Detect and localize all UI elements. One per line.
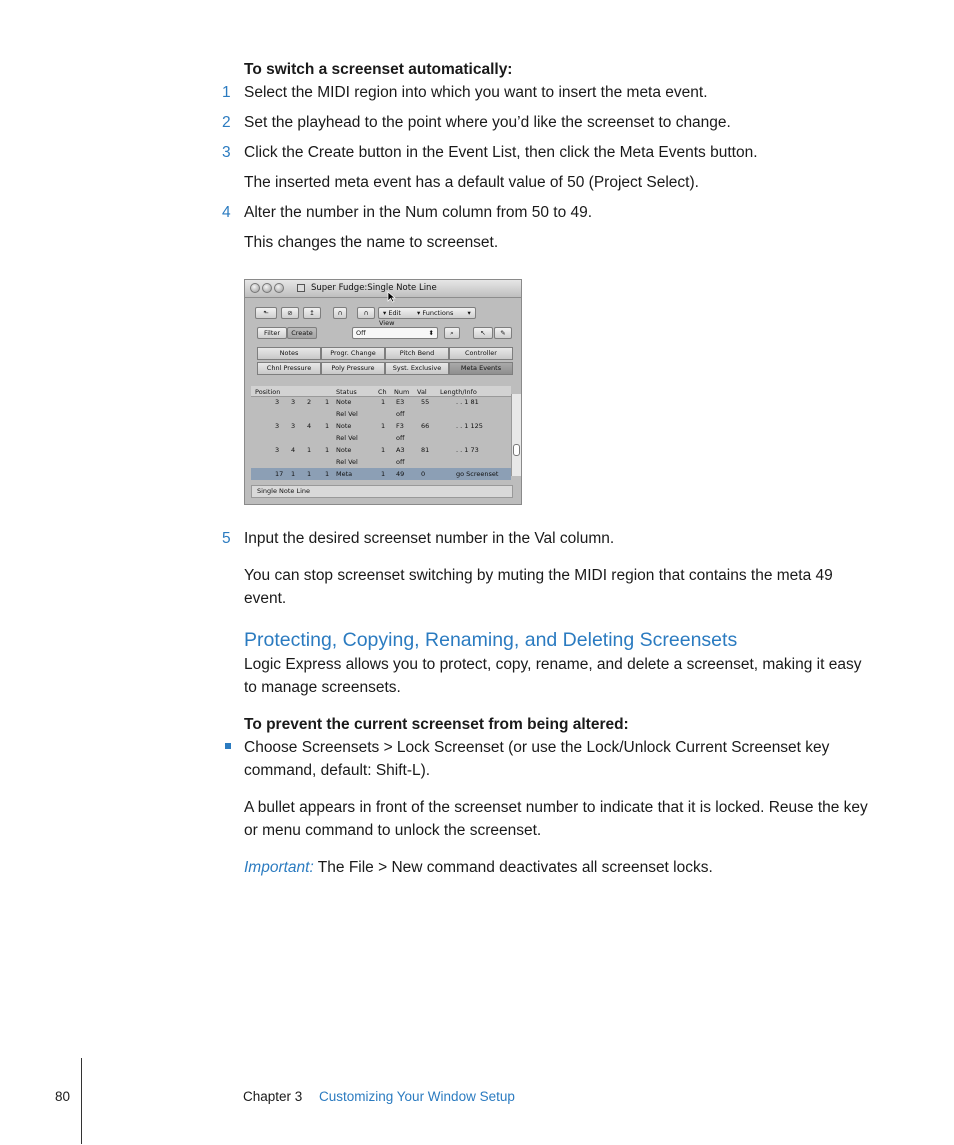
functions-menu[interactable]: Functions [422, 309, 454, 317]
position-cell: 1 [307, 470, 312, 478]
midi-out-icon[interactable]: ∩ [357, 307, 375, 319]
position-cell: 3 [275, 398, 280, 406]
position-cell: 1 [291, 470, 296, 478]
position-cell: 3 [291, 422, 296, 430]
status-cell: Note [336, 422, 352, 430]
tab-channel-pressure[interactable]: Chnl Pressure [257, 362, 321, 375]
step-number-1: 1 [222, 84, 231, 101]
column-channel[interactable]: Ch [378, 388, 387, 396]
search-icon[interactable]: ⌕ [444, 327, 460, 339]
close-window-button[interactable] [250, 283, 260, 293]
catch-icon[interactable]: ↥ [303, 307, 321, 319]
table-row[interactable] [251, 456, 511, 468]
window-title: Super Fudge:Single Note Line [311, 283, 437, 293]
zoom-window-button[interactable] [274, 283, 284, 293]
table-row[interactable] [251, 420, 511, 432]
section-title: Protecting, Copying, Renaming, and Deleting Screensets [244, 629, 738, 651]
vertical-scrollbar[interactable] [511, 394, 521, 476]
info-cell: . . 1 81 [456, 398, 479, 406]
status-cell: Rel Vel [336, 434, 358, 442]
step-3-text: Click the Create button in the Event List, then click the Meta Events button. [244, 144, 758, 161]
lock-explanation: A bullet appears in front of the screenset number to indicate that it is locked. Reuse the key or menu command to unlock the screenset. [244, 799, 868, 839]
column-length-info[interactable]: Length/Info [440, 388, 477, 396]
num-cell: off [396, 458, 405, 466]
step-4-text: Alter the number in the Num column from 50 to 49. [244, 204, 593, 221]
step-5-text: Input the desired screenset number in the Val column. [244, 530, 615, 547]
num-cell: 49 [396, 470, 405, 478]
channel-cell: 1 [381, 470, 386, 478]
chapter-title: Customizing Your Window Setup [319, 1089, 515, 1104]
status-cell: Meta [336, 470, 353, 478]
procedure-heading-lock: To prevent the current screenset from being altered: [244, 716, 629, 733]
procedure-heading: To switch a screenset automatically: [244, 61, 513, 78]
status-cell: Note [336, 398, 352, 406]
region-name-bar: Single Note Line [251, 485, 513, 498]
position-cell: 4 [307, 422, 312, 430]
page-number: 80 [55, 1089, 71, 1104]
minimize-window-button[interactable] [262, 283, 272, 293]
position-cell: 1 [307, 446, 312, 454]
event-list-icon [297, 284, 305, 292]
column-status[interactable]: Status [336, 388, 357, 396]
step-number-3: 3 [222, 144, 231, 161]
step-3-note: The inserted meta event has a default value of 50 (Project Select). [244, 174, 699, 191]
step-5-note: You can stop screenset switching by muting the MIDI region that contains the meta 49 event. [244, 567, 833, 607]
section-intro: Logic Express allows you to protect, copy, rename, and delete a screenset, making it easy to manage screensets. [244, 656, 862, 696]
table-row[interactable] [251, 444, 511, 456]
back-button[interactable]: ⬑ [255, 307, 277, 319]
step-2-text: Set the playhead to the point where you’d like the screenset to change. [244, 114, 731, 131]
footer-rule [81, 1058, 82, 1144]
important-note [244, 856, 874, 879]
step-4-note: This changes the name to screenset. [244, 234, 499, 251]
channel-cell: 1 [381, 422, 386, 430]
mouse-pointer-icon [387, 291, 396, 303]
step-number-4: 4 [222, 204, 231, 221]
position-cell: 3 [291, 398, 296, 406]
bullet-marker [225, 743, 231, 749]
tab-controller[interactable]: Controller [449, 347, 513, 360]
event-list-screenshot [244, 279, 522, 505]
info-cell: . . 1 73 [456, 446, 479, 454]
num-cell: F3 [396, 422, 404, 430]
table-row[interactable] [251, 468, 511, 480]
table-row[interactable] [251, 408, 511, 420]
window-titlebar [245, 280, 521, 298]
scroll-thumb[interactable] [513, 444, 520, 456]
edit-menu[interactable]: Edit [388, 309, 401, 317]
status-cell: Rel Vel [336, 410, 358, 418]
column-num[interactable]: Num [394, 388, 410, 396]
position-cell: 1 [325, 422, 330, 430]
tab-system-exclusive[interactable]: Syst. Exclusive [385, 362, 449, 375]
view-menu[interactable]: View [379, 319, 395, 327]
filter-button[interactable]: Filter [257, 327, 287, 339]
num-cell: A3 [396, 446, 405, 454]
column-val[interactable]: Val [417, 388, 427, 396]
headphones-icon[interactable]: ∩ [333, 307, 347, 319]
tab-meta-events[interactable]: Meta Events [449, 362, 513, 375]
pencil-tool-icon[interactable]: ✎ [494, 327, 512, 339]
chapter-label: Chapter 3 [243, 1089, 303, 1104]
val-cell: 0 [421, 470, 426, 478]
table-row[interactable] [251, 432, 511, 444]
val-cell: 66 [421, 422, 430, 430]
position-cell: 3 [275, 422, 280, 430]
num-cell: E3 [396, 398, 405, 406]
link-icon[interactable]: ⊘ [281, 307, 299, 319]
position-cell: 1 [325, 470, 330, 478]
position-cell: 2 [307, 398, 312, 406]
val-cell: 55 [421, 398, 430, 406]
tab-program-change[interactable]: Progr. Change [321, 347, 385, 360]
position-cell: 4 [291, 446, 296, 454]
menu-bar: ▾ Edit ▾ Functions ▾ View [378, 307, 476, 319]
tab-poly-pressure[interactable]: Poly Pressure [321, 362, 385, 375]
table-row[interactable] [251, 396, 511, 408]
num-cell: off [396, 410, 405, 418]
important-text: The File > New command deactivates all screenset locks. [313, 859, 713, 876]
channel-cell: 1 [381, 398, 386, 406]
tab-notes[interactable]: Notes [257, 347, 321, 360]
column-position[interactable]: Position [255, 388, 281, 396]
step-number-5: 5 [222, 530, 231, 547]
channel-cell: 1 [381, 446, 386, 454]
info-cell: go Screenset [456, 470, 499, 478]
step-1-text: Select the MIDI region into which you want to insert the meta event. [244, 84, 708, 101]
status-cell: Note [336, 446, 352, 454]
val-cell: 81 [421, 446, 430, 454]
info-cell: . . 1 125 [456, 422, 483, 430]
event-type-select[interactable]: Off ⬍ [352, 327, 438, 339]
position-cell: 1 [325, 398, 330, 406]
step-number-2: 2 [222, 114, 231, 131]
position-cell: 17 [275, 470, 284, 478]
lock-instruction: Choose Screensets > Lock Screenset (or use the Lock/Unlock Current Screenset key command, default: Shift-L). [244, 739, 830, 779]
num-cell: off [396, 434, 405, 442]
status-cell: Rel Vel [336, 458, 358, 466]
position-cell: 1 [325, 446, 330, 454]
pointer-tool-icon[interactable]: ↖ [473, 327, 493, 339]
tab-pitch-bend[interactable]: Pitch Bend [385, 347, 449, 360]
important-label: Important: [244, 859, 314, 876]
create-button[interactable]: Create [287, 327, 317, 339]
position-cell: 3 [275, 446, 280, 454]
